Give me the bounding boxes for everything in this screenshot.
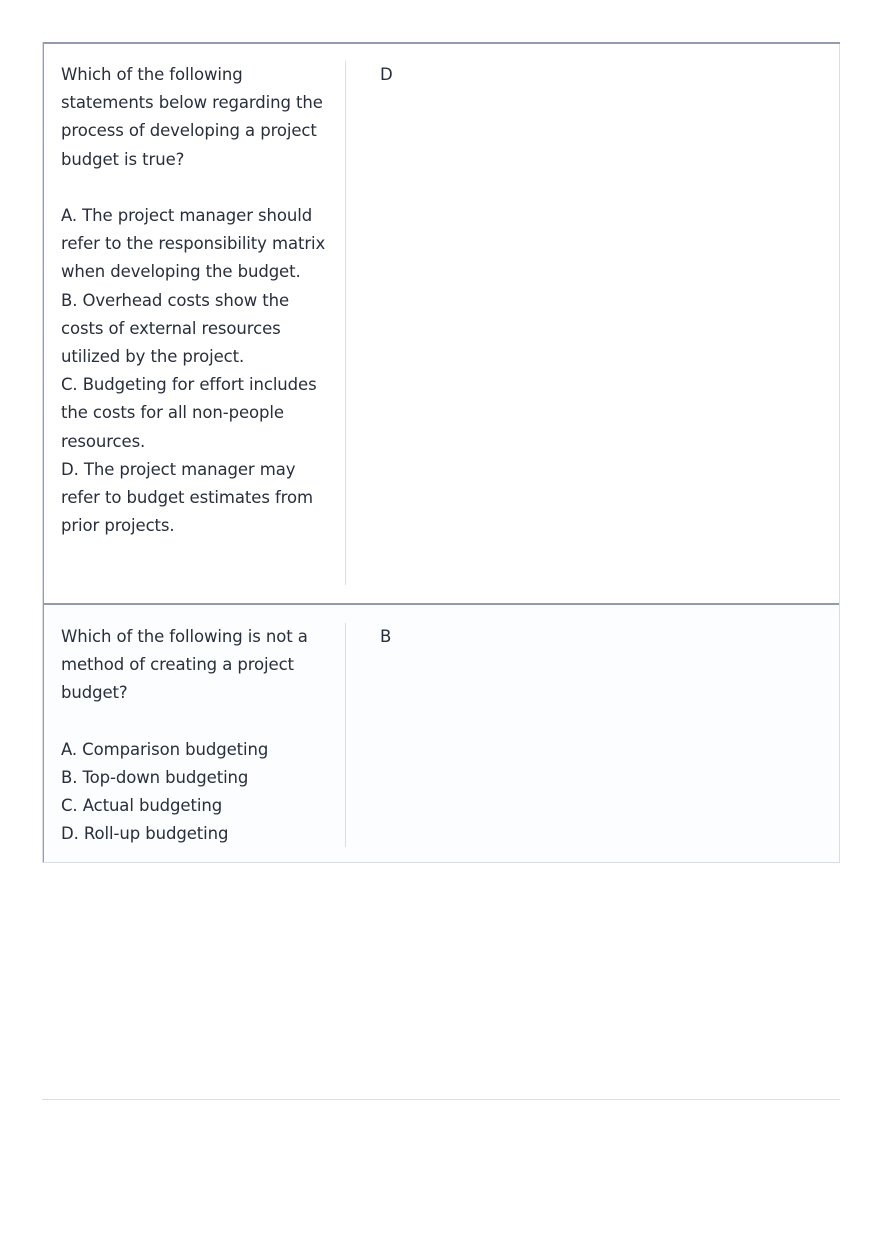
question-text: Which of the following statements below regarding the process of developing a project budget is true? — [61, 65, 323, 169]
option-c: C. Budgeting for effort includes the costs for all non-people resources. — [61, 375, 317, 451]
option-c: C. Actual budgeting — [61, 796, 223, 816]
card-definition — [346, 43, 839, 603]
option-a: A. The project manager should refer to the responsibility matrix when developing the budget. — [61, 206, 326, 282]
card-definition — [346, 605, 839, 862]
option-a: A. Comparison budgeting — [61, 739, 269, 759]
option-d: D. The project manager may refer to budget estimates from prior projects. — [61, 459, 313, 536]
option-b: B. Top-down budgeting — [61, 768, 249, 787]
card-term — [44, 605, 345, 862]
question-text: Which of the following is not a method of creating a project budget? — [61, 627, 308, 703]
answer-text: B — [380, 627, 392, 646]
answer-text: D — [380, 65, 393, 84]
flashcard — [43, 43, 839, 603]
option-d: D. Roll-up budgeting — [61, 824, 229, 844]
card-term — [44, 43, 345, 603]
option-b: B. Overhead costs show the costs of external resources utilized by the project. — [61, 290, 290, 367]
flashcard — [43, 603, 839, 862]
footer-divider — [42, 1099, 840, 1100]
flashcard-list — [42, 42, 840, 863]
